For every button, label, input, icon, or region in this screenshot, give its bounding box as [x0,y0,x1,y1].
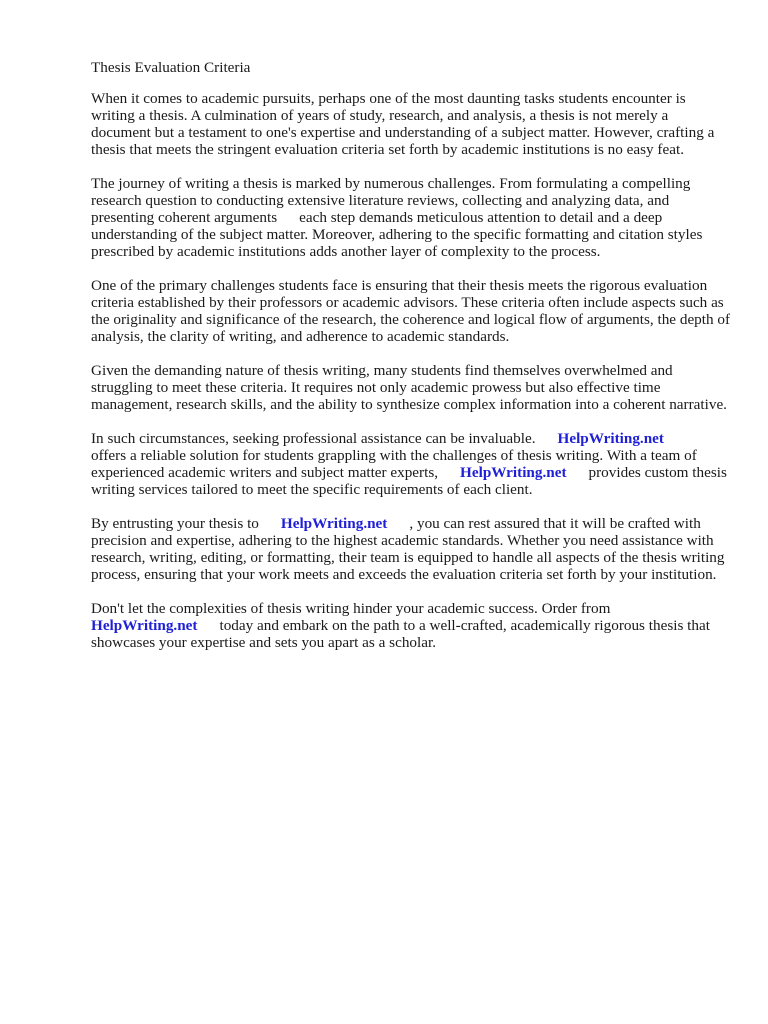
paragraph-assistance-text-a: In such circumstances, seeking professional assistance can be invaluable. [91,430,536,447]
paragraph-demanding-text: Given the demanding nature of thesis writing, many students find themselves overwhelmed and struggling to meet these criteria. It requires not only academic prowess but also effective time management, research skills, and the ability to synthesize complex information into a coherent narrative. [91,362,727,413]
document-title: Thesis Evaluation Criteria [91,59,251,76]
paragraph-order-text-b: today and embark on the path to a well-crafted, academically rigorous thesis that showcases your expertise and sets you apart as a scholar. [91,617,710,651]
helpwriting-link-1[interactable]: HelpWriting.net [557,430,664,447]
paragraph-entrusting [91,515,731,583]
paragraph-order-text-a: Don't let the complexities of thesis writing hinder your academic success. Order from [91,600,611,617]
paragraph-demanding [91,362,731,413]
paragraph-journey-text-b: each step demands meticulous attention to detail and a deep understanding of the subject matter. Moreover, adhering to the specific formatting and citation styles prescribed by academic institutions adds another layer of complexity to the process. [91,209,703,260]
paragraph-order [91,600,731,651]
paragraph-assistance-text-b: offers a reliable solution for students grappling with the challenges of thesis writing. With a team of experienced academic writers and subject matter experts, [91,447,697,481]
paragraph-journey-text-a: The journey of writing a thesis is marked by numerous challenges. From formulating a compelling research question to conducting extensive literature reviews, collecting and analyzing data, and presenting coherent arguments [91,175,691,226]
paragraph-assistance [91,430,731,498]
paragraph-intro-text: When it comes to academic pursuits, perhaps one of the most daunting tasks students encounter is writing a thesis. A culmination of years of study, research, and analysis, a thesis is not merely a document but a testament to one's expertise and understanding of a subject matter. However, crafting a thesis that meets the stringent evaluation criteria set forth by academic institutions is no easy feat. [91,90,715,158]
helpwriting-link-3[interactable]: HelpWriting.net [280,515,388,532]
helpwriting-link-2[interactable]: HelpWriting.net [460,464,567,481]
paragraph-intro [91,90,731,158]
paragraph-entrusting-text-a: By entrusting your thesis to [91,515,259,532]
paragraph-challenges [91,277,731,345]
paragraph-challenges-text: One of the primary challenges students face is ensuring that their thesis meets the rigorous evaluation criteria established by their professors or academic advisors. These criteria often include aspects such as the originality and significance of the research, the coherence and logical flow of arguments, the depth of analysis, the clarity of writing, and adherence to academic standards. [91,277,731,345]
paragraph-assistance-text-c: provides custom thesis writing services tailored to meet the specific requirements of each client. [91,464,727,498]
paragraph-entrusting-text-b: , you can rest assured that it will be crafted with precision and expertise, adhering to the highest academic standards. Whether you need assistance with research, writing, editing, or formatting, their team is equipped to handle all aspects of the thesis writing process, ensuring that your work meets and exceeds the evaluation criteria set forth by your institution. [91,515,725,583]
paragraph-journey [91,175,731,260]
helpwriting-link-4[interactable]: HelpWriting.net [91,617,198,634]
document-page [91,59,731,668]
